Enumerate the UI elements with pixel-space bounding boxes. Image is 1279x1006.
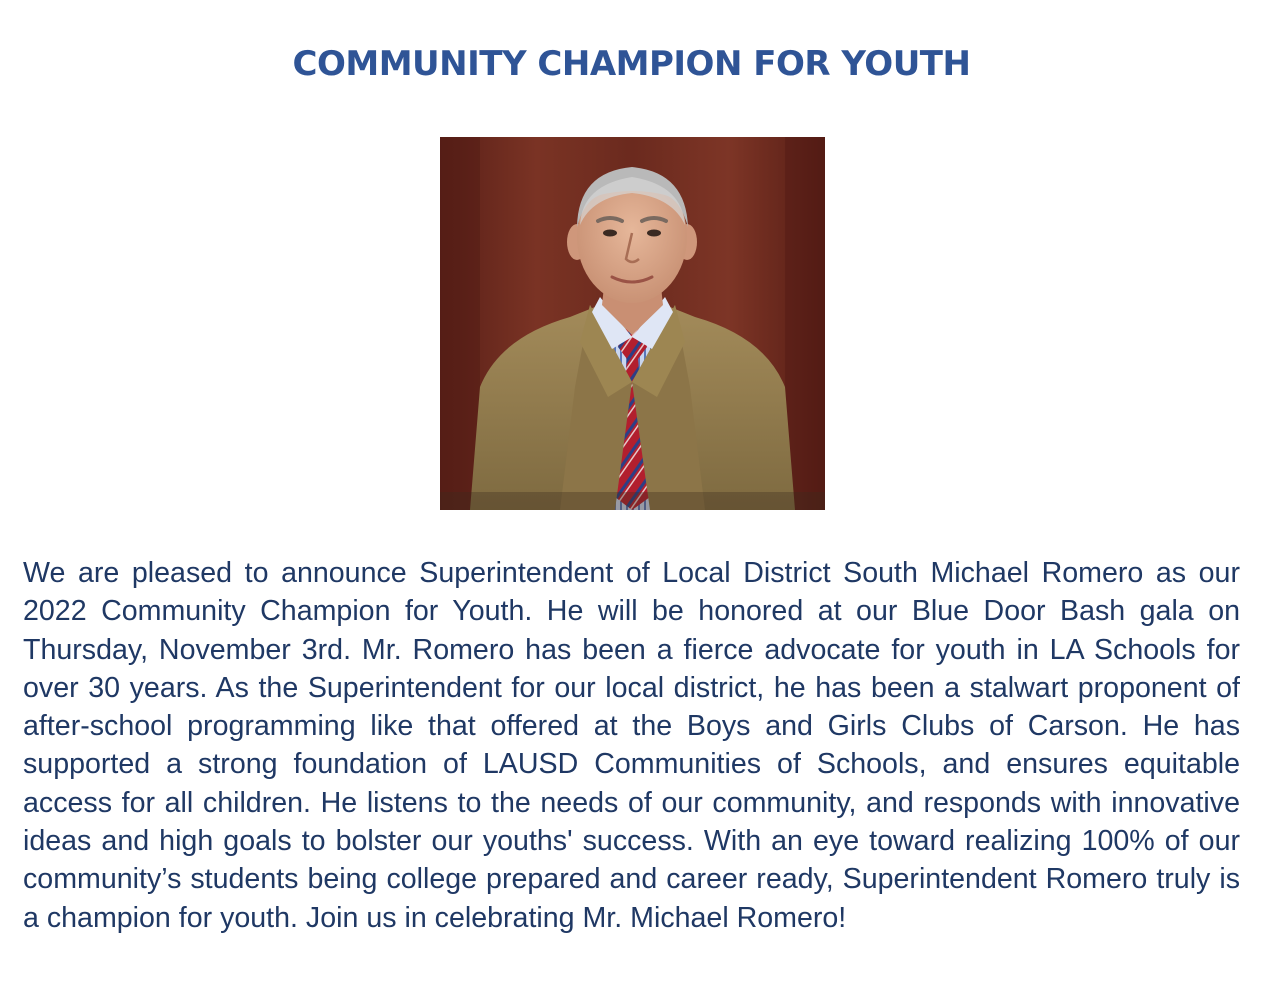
portrait-photo [440,137,825,510]
page-title: COMMUNITY CHAMPION FOR YOUTH [292,44,971,84]
portrait-illustration [440,137,825,510]
announcement-paragraph: We are pleased to announce Superintendent of Local District South Michael Romero as our 2022 Community Champion for Youth. He will be honored at our Blue Door Bash gala on Thursday, November 3rd. Mr. Romero has been a fierce advocate for youth in LA Schools for over 30 years. As the Superintendent for our local district, he has been a stalwart proponent of after-school programming like that offered at the Boys and Girls Clubs of Carson. He has supported a strong foundation of LAUSD Communities of Schools, and ensures equitable access for all children. He listens to the needs of our community, and responds with innovative ideas and high goals to bolster our youths' success. With an eye toward realizing 100% of our community’s students being college prepared and career ready, Superintendent Romero truly is a champion for youth. Join us in celebrating Mr. Michael Romero! [23,557,1240,934]
